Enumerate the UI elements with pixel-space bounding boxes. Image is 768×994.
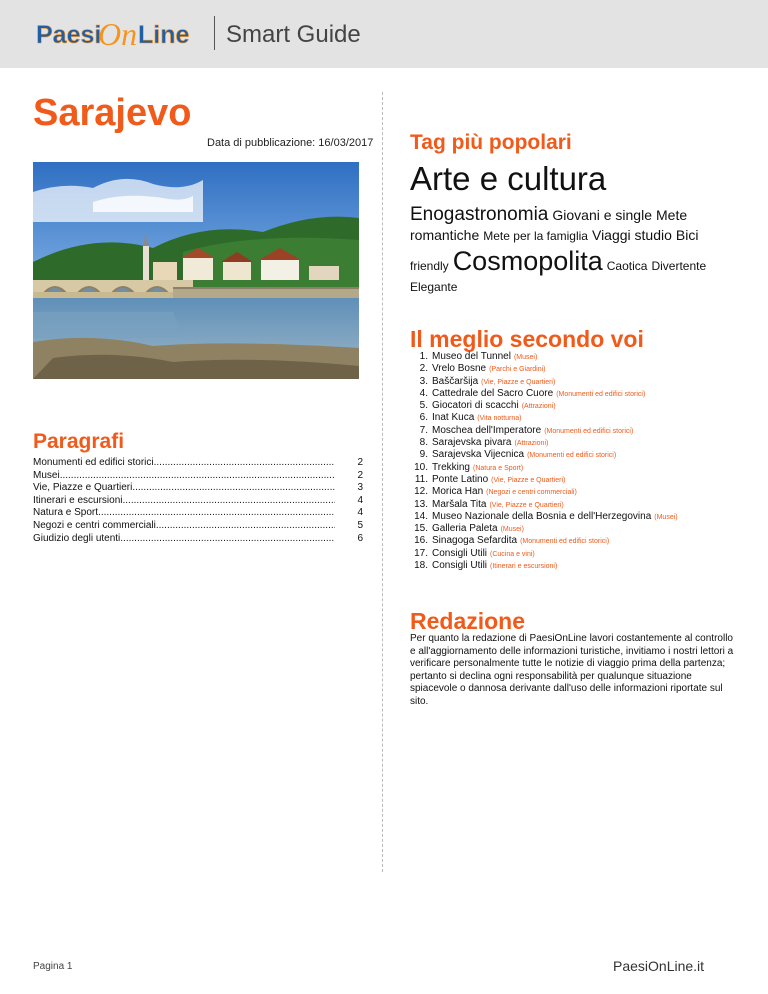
list-item[interactable] — [410, 535, 755, 547]
toc-item-name: Monumenti ed edifici storici — [33, 457, 154, 468]
item-number: 9. — [419, 449, 428, 461]
item-category: (Cucina e vini) — [490, 550, 535, 558]
item-category: (Attrazioni) — [514, 440, 549, 448]
item-number: 11. — [414, 473, 428, 485]
item-category: (Monumenti ed edifici storici) — [520, 538, 610, 546]
item-name: Sinagoga Sefardita — [432, 535, 518, 547]
toc-row[interactable] — [33, 520, 363, 533]
item-name: Cattedrale del Sacro Cuore — [432, 387, 554, 399]
toc-item-name: Itinerari e escursioni — [33, 494, 123, 506]
item-category: (Parchi e Giardini) — [489, 366, 546, 374]
tag-link[interactable]: Mete per la famiglia — [483, 228, 588, 243]
item-name: Ponte Latino — [432, 473, 489, 485]
list-item[interactable] — [410, 499, 755, 511]
toc-item-page: 2 — [357, 469, 363, 481]
footer-site-link[interactable]: PaesiOnLine.it — [613, 958, 705, 974]
best-heading: Il meglio secondo voi — [410, 326, 644, 352]
item-category: (Negozi e centri commerciali) — [486, 489, 577, 497]
tag-link[interactable]: Viaggi studio — [591, 226, 672, 243]
item-category: (Monumenti ed edifici storici) — [544, 427, 634, 435]
item-number: 4. — [419, 387, 428, 399]
toc-row[interactable] — [33, 533, 363, 546]
list-item[interactable] — [410, 523, 755, 535]
item-name: Inat Kuca — [432, 412, 475, 424]
item-number: 7. — [419, 424, 428, 436]
city-photo — [33, 162, 359, 379]
item-number: 14. — [414, 510, 428, 522]
tag-cloud — [410, 162, 740, 299]
list-item[interactable] — [410, 425, 755, 437]
header-divider — [214, 16, 215, 50]
item-name: Vrelo Bosne — [432, 363, 487, 375]
toc-gap — [335, 457, 355, 470]
item-name: Consigli Utili — [432, 560, 488, 572]
toc-item-page: 5 — [357, 519, 363, 531]
item-number: 17. — [414, 547, 428, 559]
item-category: (Natura e Sport) — [472, 464, 524, 472]
item-category: (Monumenti ed edifici storici) — [527, 452, 617, 460]
tag-link-mete-end[interactable]: romantiche — [410, 226, 480, 243]
logo-text-paesi: Paesi — [36, 21, 102, 49]
paragrafi-heading: Paragrafi — [33, 430, 125, 453]
list-item[interactable] — [410, 486, 755, 498]
item-category: (Vie, Piazze e Quartieri) — [489, 501, 564, 509]
tag-line — [410, 205, 736, 225]
page-number: Pagina 1 — [33, 961, 73, 972]
sarajevo-landscape-image — [33, 162, 359, 379]
toc-row[interactable] — [33, 507, 363, 520]
list-item[interactable] — [410, 388, 755, 400]
item-number: 12. — [414, 486, 428, 498]
toc-item-page: 2 — [357, 457, 363, 468]
best-list — [410, 351, 755, 572]
toc-item-page: 4 — [357, 507, 363, 519]
toc-item-name: Natura e Sport — [33, 507, 99, 519]
toc-item-name: Musei — [33, 469, 60, 481]
item-name: Morica Han — [432, 486, 484, 498]
redazione-heading: Redazione — [410, 608, 526, 634]
toc-leader-dots — [60, 470, 335, 483]
toc-leader-dots — [156, 520, 335, 533]
tag-link-bici-end[interactable]: friendly — [410, 259, 449, 274]
toc-row[interactable] — [33, 470, 363, 483]
tags-heading: Tag più popolari — [410, 131, 572, 154]
toc-leader-dots — [98, 507, 335, 520]
tag-link[interactable]: Enogastronomia — [410, 203, 549, 225]
item-name: Sarajevska pivara — [432, 437, 512, 449]
tag-link[interactable]: Caotica — [606, 259, 648, 274]
item-name: Galleria Paleta — [432, 523, 498, 535]
toc-leader-dots — [132, 482, 335, 495]
header-title: Smart Guide — [226, 21, 361, 48]
item-number: 6. — [419, 412, 428, 424]
item-name: Moschea dell'Imperatore — [432, 424, 542, 436]
tag-link-mete-start[interactable]: Mete — [656, 206, 688, 223]
toc-item-page: 3 — [357, 482, 363, 494]
toc-item-name: Giudizio degli utenti — [33, 532, 121, 544]
list-item[interactable] — [410, 400, 755, 412]
item-category: (Musei) — [500, 526, 524, 534]
tag-link-bici-start[interactable]: Bici — [675, 226, 699, 243]
toc-gap — [335, 520, 355, 533]
toc-gap — [335, 470, 355, 483]
item-name: Consigli Utili — [432, 547, 488, 559]
list-item[interactable] — [410, 462, 755, 474]
toc-gap — [335, 482, 355, 495]
item-name: Museo del Tunnel — [432, 351, 511, 362]
list-item[interactable] — [410, 363, 755, 375]
table-of-contents — [33, 457, 363, 545]
item-number: 5. — [419, 400, 428, 412]
tag-link[interactable]: Divertente — [651, 259, 707, 274]
toc-item-page: 4 — [357, 494, 363, 506]
tag-link[interactable]: Elegante — [410, 279, 458, 294]
page-header — [0, 0, 768, 68]
item-name: Trekking — [432, 461, 470, 473]
item-number: 18. — [414, 560, 428, 572]
column-divider — [382, 92, 383, 872]
toc-row[interactable] — [33, 495, 363, 508]
list-item[interactable] — [410, 560, 755, 572]
list-item[interactable] — [410, 511, 755, 523]
item-category: (Itinerari e escursioni) — [490, 563, 558, 571]
item-category: (Vie, Piazze e Quartieri) — [481, 378, 556, 386]
item-number: 15. — [414, 523, 428, 535]
toc-item-page: 6 — [357, 532, 363, 544]
tag-link[interactable]: Cosmopolita — [452, 246, 603, 277]
logo-graphic — [36, 14, 196, 54]
paesionline-logo[interactable] — [36, 14, 196, 54]
item-name: Museo Nazionale della Bosnia e dell'Herzegovina — [432, 510, 652, 522]
tag-line — [410, 228, 736, 245]
guide-title: Sarajevo — [33, 92, 192, 134]
list-item[interactable] — [410, 437, 755, 449]
item-number: 13. — [414, 498, 428, 510]
item-number: 10. — [414, 461, 428, 473]
item-name: Sarajevska Vijecnica — [432, 449, 525, 461]
tag-link[interactable]: Arte e cultura — [410, 160, 607, 197]
item-category: (Monumenti ed edifici storici) — [556, 390, 646, 398]
logo-text-line: Line — [138, 21, 190, 49]
toc-row[interactable] — [33, 457, 363, 470]
toc-row[interactable] — [33, 482, 363, 495]
toc-gap — [335, 507, 355, 520]
item-name: Maršala Tita — [432, 498, 487, 510]
publication-date: Data di pubblicazione: 16/03/2017 — [207, 137, 374, 149]
tag-line — [410, 247, 736, 275]
redazione-disclaimer: Per quanto la redazione di PaesiOnLine lavori costantemente al controllo e all'aggiornamento delle informazioni turistiche, invitiamo i nostri lettori a verificare personalmente tutte le notizie di viaggio prima della partenza; pertanto si declina ogni responsabilità per qualunque situazione spiacevole o dannosa derivante dall'uso delle informazioni riportate sul sito. — [410, 633, 734, 707]
item-number: 8. — [419, 437, 428, 449]
item-category: (Vita notturna) — [477, 415, 522, 423]
item-number: 2. — [419, 363, 428, 375]
tag-link[interactable]: Giovani e single — [552, 206, 652, 223]
toc-item-name: Vie, Piazze e Quartieri — [33, 482, 133, 494]
toc-item-name: Negozi e centri commerciali — [33, 519, 156, 531]
list-item[interactable] — [410, 474, 755, 486]
item-category: (Attrazioni) — [521, 403, 556, 411]
item-category: (Vie, Piazze e Quartieri) — [491, 476, 566, 484]
list-item[interactable] — [410, 376, 755, 388]
item-name: Baščaršija — [432, 375, 479, 387]
toc-leader-dots — [122, 495, 335, 508]
list-item[interactable] — [410, 412, 755, 424]
tag-line — [410, 279, 736, 296]
logo-text-on: On — [98, 16, 138, 52]
toc-gap — [335, 495, 355, 508]
item-category: (Musei) — [513, 354, 538, 361]
item-number: 16. — [414, 535, 428, 547]
item-name: Giocatori di scacchi — [432, 400, 519, 412]
toc-gap — [335, 533, 355, 546]
item-number: 1. — [419, 351, 428, 362]
list-item[interactable] — [410, 449, 755, 461]
item-category: (Musei) — [654, 513, 678, 521]
toc-leader-dots — [154, 457, 335, 470]
toc-leader-dots — [120, 533, 335, 546]
list-item[interactable] — [410, 548, 755, 560]
list-item[interactable] — [410, 351, 755, 363]
item-number: 3. — [419, 375, 428, 387]
